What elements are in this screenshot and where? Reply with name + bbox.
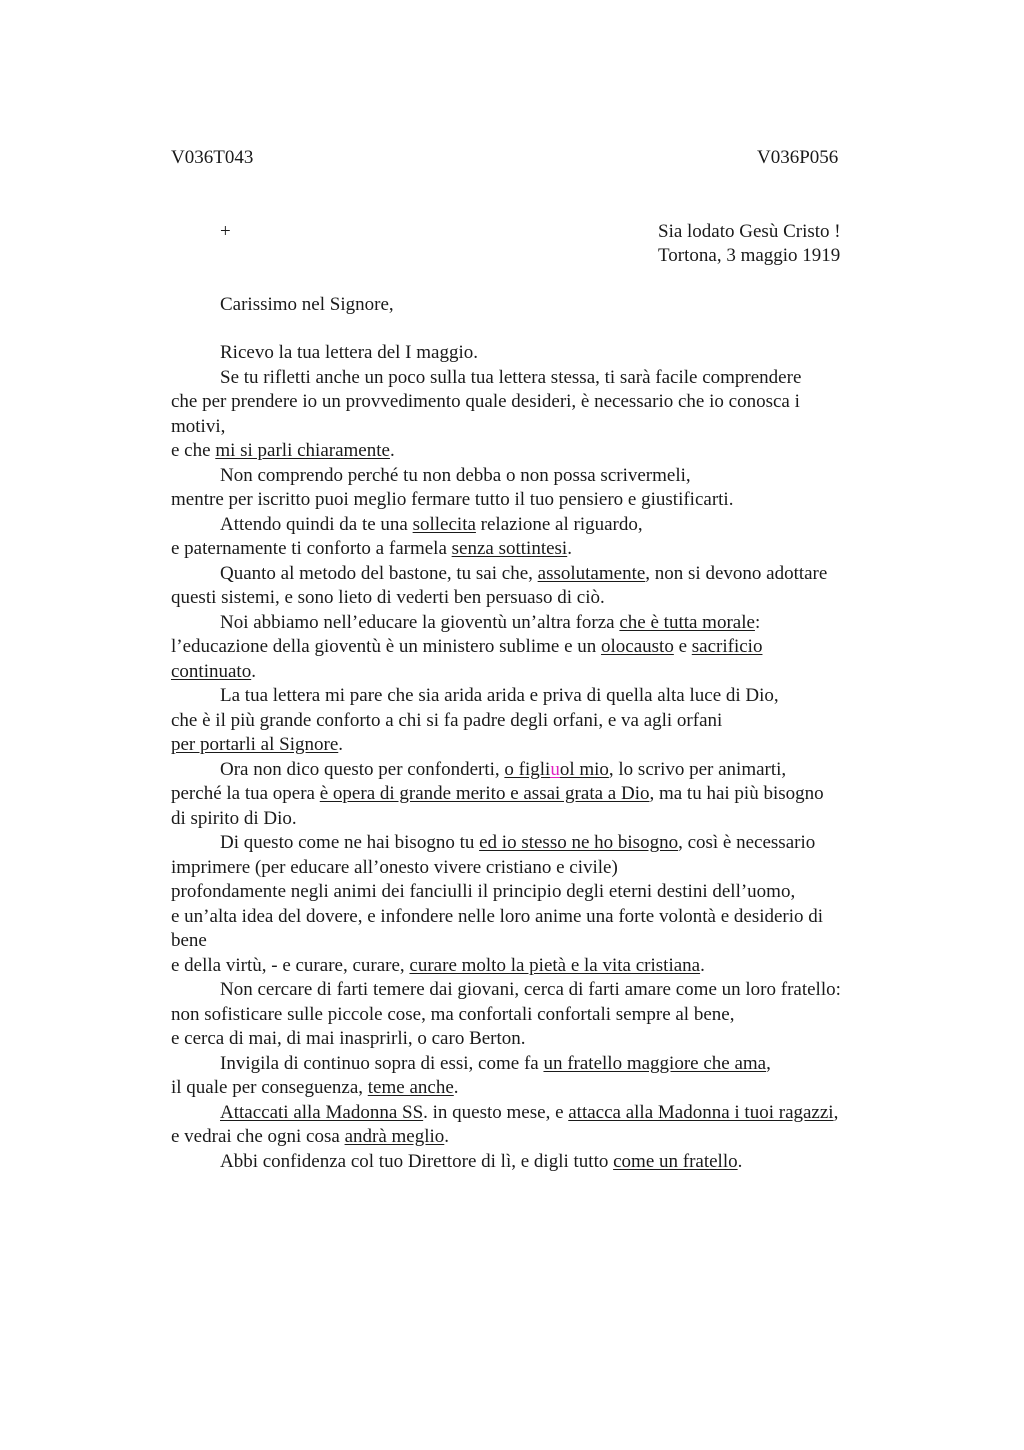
text-segment: Se tu rifletti anche un poco sulla tua lettera stessa, ti sarà facile comprendere	[220, 366, 802, 388]
text-segment: , lo scrivo per animarti,	[608, 758, 787, 780]
letter-line	[171, 1052, 901, 1077]
letter-line	[171, 1076, 901, 1101]
underlined-phrase: Attaccati alla Madonna SS	[220, 1101, 424, 1123]
place-date-line: Tortona, 3 maggio 1919	[658, 245, 841, 266]
letter-line	[171, 1101, 901, 1126]
text-segment: Non comprendo perché tu non debba o non possa scrivermeli,	[220, 464, 691, 486]
document-code-left: V036T043	[171, 147, 254, 168]
text-segment: .	[737, 1150, 743, 1172]
text-segment: di spirito di Dio.	[171, 807, 297, 829]
underlined-phrase: sollecita	[412, 513, 476, 535]
letter-line	[171, 929, 901, 954]
letter-line	[171, 390, 901, 415]
text-segment: e un’alta idea del dovere, e infondere nelle loro anime una forte volontà e desiderio di	[171, 905, 824, 927]
text-segment: perché la tua opera	[171, 783, 320, 804]
underlined-phrase: come un fratello	[613, 1150, 738, 1172]
salutation: Carissimo nel Signore,	[220, 294, 394, 315]
underlined-phrase: olocausto	[601, 636, 674, 657]
text-segment: Invigila di continuo sopra di essi, come fa	[220, 1052, 544, 1074]
text-segment: Ricevo la tua lettera del I maggio.	[220, 342, 478, 363]
letter-line	[171, 537, 901, 562]
letter-line	[171, 978, 901, 1003]
letter-line	[171, 1003, 901, 1028]
underlined-phrase: è opera di grande merito e assai grata a Dio	[319, 783, 650, 804]
letter-line	[171, 807, 901, 832]
text-segment: che è il più grande conforto a chi si fa padre degli orfani, e va agli orfani	[171, 709, 723, 731]
letter-line	[171, 660, 901, 685]
text-segment: .	[444, 1126, 450, 1147]
letter-line	[171, 562, 901, 587]
text-segment: .	[453, 1077, 459, 1098]
letter-line	[171, 611, 901, 636]
text-segment: :	[754, 611, 761, 633]
text-segment: .	[389, 440, 395, 461]
text-segment: imprimere (per educare all’onesto vivere cristiano e civile)	[171, 856, 618, 878]
text-segment: motivi,	[171, 415, 226, 437]
underlined-phrase: ed io stesso ne ho bisogno	[479, 832, 679, 853]
letter-line	[171, 782, 901, 807]
letter-line	[171, 341, 901, 366]
text-segment: non sofisticare sulle piccole cose, ma confortali confortali sempre al bene,	[171, 1003, 735, 1025]
text-segment: questi sistemi, e sono lieto di vederti ben persuaso di ciò.	[171, 587, 605, 608]
underlined-phrase: o figli	[504, 758, 551, 780]
text-segment: La tua lettera mi pare che sia arida arida e priva di quella alta luce di Dio,	[220, 685, 779, 706]
text-segment: Attendo quindi da te una	[220, 513, 413, 535]
invocation-line: Sia lodato Gesù Cristo !	[658, 221, 841, 242]
text-segment: e che	[171, 440, 216, 461]
text-segment: e cerca di mai, di mai inasprirli, o caro Berton.	[171, 1028, 526, 1049]
text-segment: e paternamente ti conforto a farmela	[171, 538, 452, 559]
letter-line	[171, 733, 901, 758]
text-segment: .	[700, 954, 705, 976]
text-segment: .	[567, 538, 572, 559]
text-segment: ,	[766, 1052, 771, 1074]
text-segment: e	[673, 636, 692, 657]
letter-line	[171, 831, 901, 856]
letter-line	[171, 635, 901, 660]
text-segment: Noi abbiamo nell’educare la gioventù un’altra forza	[220, 611, 620, 633]
text-segment: Non cercare di farti temere dai giovani, cerca di farti amare come un loro fratello:	[220, 979, 841, 1000]
document-code-right: V036P056	[757, 147, 839, 168]
underlined-phrase: curare molto la pietà e la vita cristiana	[409, 954, 701, 976]
letter-line	[171, 856, 901, 881]
underlined-phrase: u	[550, 758, 560, 780]
letter-line	[171, 1125, 901, 1150]
underlined-phrase: senza sottintesi	[451, 538, 568, 559]
underlined-phrase: attacca alla Madonna i tuoi ragazzi	[568, 1101, 834, 1123]
letter-line	[171, 684, 901, 709]
underlined-phrase: andrà meglio	[344, 1126, 445, 1147]
letter-line	[171, 586, 901, 611]
letter-line	[171, 488, 901, 513]
underlined-phrase: che è tutta morale	[619, 611, 755, 633]
text-segment: l’educazione della gioventù è un ministero sublime e un	[171, 636, 602, 657]
text-segment: mentre per iscritto puoi meglio fermare tutto il tuo pensiero e giustificarti.	[171, 489, 734, 510]
letter-line	[171, 1150, 901, 1175]
letter-line	[171, 439, 901, 464]
letter-line	[171, 880, 901, 905]
text-segment: profondamente negli animi dei fanciulli il principio degli eterni destini dell’uomo,	[171, 881, 796, 902]
letter-line	[171, 709, 901, 734]
text-segment: relazione al riguardo,	[475, 513, 643, 535]
cross-symbol: +	[220, 221, 231, 242]
text-segment: e della virtù, - e curare, curare,	[171, 954, 410, 976]
letter-line	[171, 513, 901, 538]
letter-line	[171, 415, 901, 440]
text-segment: che per prendere io un provvedimento quale desideri, è necessario che io conosca i	[171, 391, 800, 412]
text-segment: Quanto al metodo del bastone, tu sai che,	[220, 562, 538, 584]
underlined-phrase: mi si parli chiaramente	[215, 440, 390, 461]
text-segment: , ma tu hai più bisogno	[649, 783, 824, 804]
text-segment: il quale per conseguenza,	[171, 1077, 368, 1098]
letter-line	[171, 758, 901, 783]
text-segment: . in questo mese, e	[423, 1101, 569, 1123]
underlined-phrase: teme anche	[367, 1077, 454, 1098]
underlined-phrase: un fratello maggiore che ama	[543, 1052, 767, 1074]
text-segment: , così è necessario	[678, 832, 816, 853]
text-segment: ,	[833, 1101, 839, 1123]
letter-line	[171, 905, 901, 930]
text-segment: bene	[171, 930, 207, 951]
letter-line	[171, 464, 901, 489]
text-segment: .	[338, 734, 344, 755]
letter-line	[171, 366, 901, 391]
text-segment: Abbi confidenza col tuo Direttore di lì, e digli tutto	[220, 1150, 614, 1172]
underlined-phrase: ol mio	[559, 758, 609, 780]
underlined-phrase: sacrificio	[691, 636, 763, 657]
underlined-phrase: per portarli al Signore	[171, 734, 339, 755]
underlined-phrase: assolutamente	[537, 562, 646, 584]
letter-line	[171, 954, 901, 979]
letter-body	[171, 341, 901, 1174]
text-segment: .	[251, 660, 256, 682]
text-segment: Di questo come ne hai bisogno tu	[220, 832, 480, 853]
text-segment: Ora non dico questo per confonderti,	[220, 758, 505, 780]
underlined-phrase: continuato	[171, 660, 252, 682]
text-segment: , non si devono adottare	[645, 562, 828, 584]
text-segment: e vedrai che ogni cosa	[171, 1126, 345, 1147]
letter-line	[171, 1027, 901, 1052]
